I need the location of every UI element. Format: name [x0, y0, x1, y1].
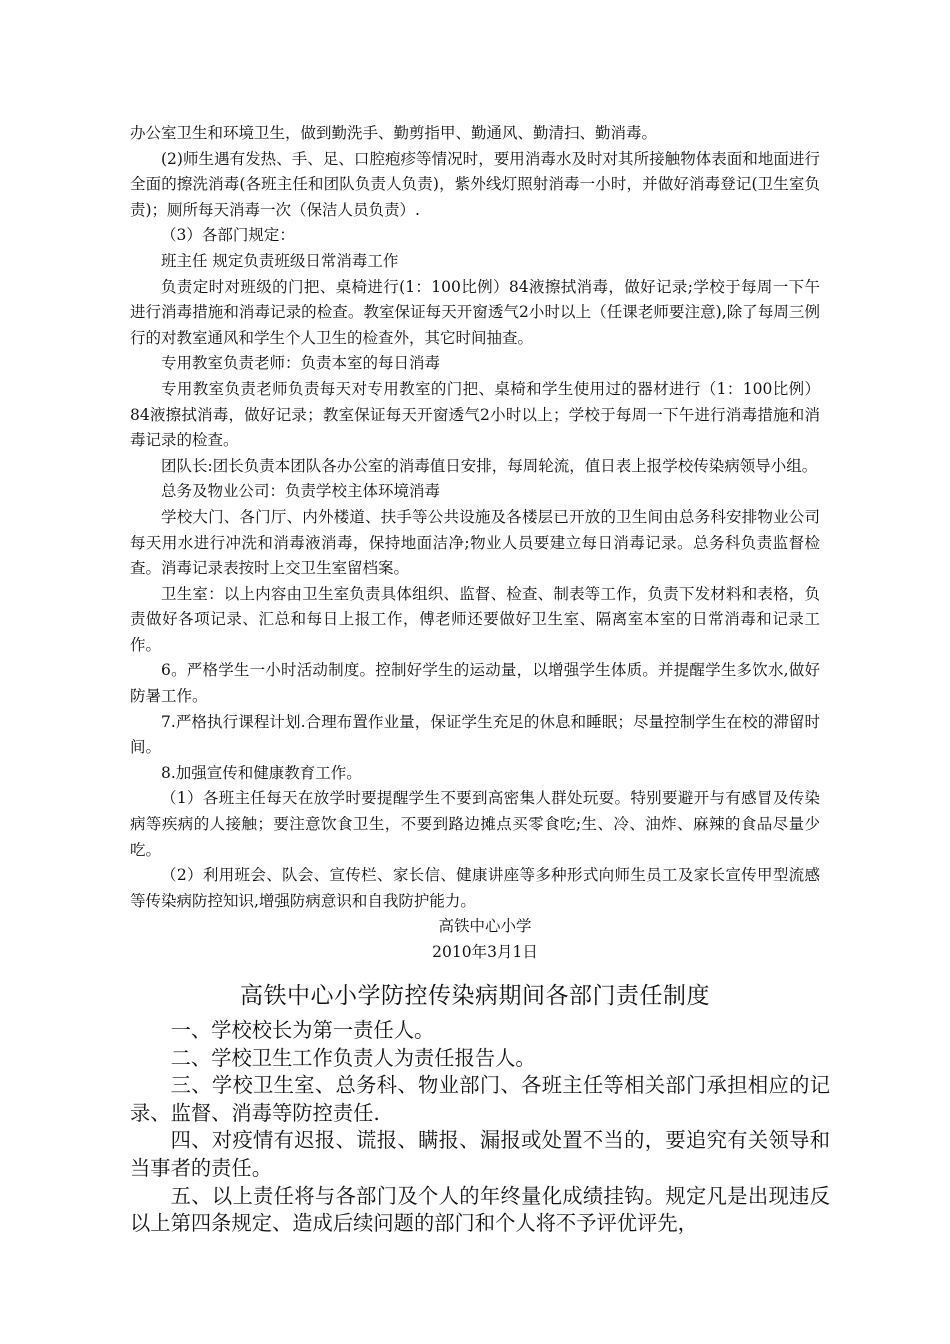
paragraph: 学校大门、各门厅、内外楼道、扶手等公共设施及各楼层已开放的卫生间由总务科安排物业公司每天用水进行冲洗和消毒液消毒，保持地面洁净;物业人员要建立每日消毒记录。总务科负责监督检查。消毒记录表按时上交卫生室留档案。 [130, 507, 820, 578]
paragraph: (2)师生遇有发热、手、足、口腔疱疹等情况时，要用消毒水及时对其所接触物体表面和地面进行全面的擦洗消毒(各班主任和团队负责人负责)，紫外线灯照射消毒一小时，并做好消毒登记(卫生室负责)；厕所每天消毒一次（保洁人员负责）. [130, 149, 820, 219]
paragraph: 专用教室负责老师：负责本室的每日消毒 [161, 354, 441, 373]
paragraph: 总务及物业公司：负责学校主体环境消毒 [161, 482, 441, 501]
paragraph: 7.严格执行课程计划.合理布置作业量，保证学生充足的休息和睡眠；尽量控制学生在校的滞留时间。 [130, 712, 820, 757]
paragraph: 8.加强宣传和健康教育工作。 [161, 763, 362, 782]
document-body [130, 121, 820, 966]
list-item: 二、学校卫生工作负责人为责任报告人。 [170, 1045, 536, 1070]
list-item: 三、学校卫生室、总务科、物业部门、各班主任等相关部门承担相应的记录、监督、消毒等防控责任. [130, 1073, 830, 1125]
paragraph: 卫生室：以上内容由卫生室负责具体组织、监督、检查、制表等工作，负责下发材料和表格，负责做好各项记录、汇总和每日上报工作，傅老师还要做好卫生室、隔离室本室的日常消毒和记录工作。 [130, 584, 820, 654]
paragraph: 专用教室负责老师负责每天对专用教室的门把、桌椅和学生使用过的器材进行（1：100比例）84液擦拭消毒，做好记录；教室保证每天开窗透气2小时以上；学校于每周一下午进行消毒措施和消毒记录的检查。 [130, 379, 820, 450]
paragraph: 团队长:团长负责本团队各办公室的消毒值日安排，每周轮流，值日表上报学校传染病领导小组。 [161, 456, 818, 475]
paragraph: （3）各部门规定： [161, 226, 295, 245]
section-title: 高铁中心小学防控传染病期间各部门责任制度 [240, 983, 710, 1009]
paragraph: 办公室卫生和环境卫生，做到勤洗手、勤剪指甲、勤通风、勤清扫、勤消毒。 [130, 124, 658, 142]
list-item: 五、以上责任将与各部门及个人的年终量化成绩挂钩。规定凡是出现违反以上第四条规定、造成后续问题的部门和个人将不予评优评先， [130, 1183, 830, 1236]
list-item: 一、学校校长为第一责任人。 [170, 1018, 435, 1042]
signature-date: 2010年3月1日 [432, 943, 538, 961]
responsibility-list [130, 1017, 830, 1238]
signature-org: 高铁中心小学 [438, 917, 532, 936]
paragraph: （1）各班主任每天在放学时要提醒学生不要到高密集人群处玩耍。特别要避开与有感冒及传染病等疾病的人接触；要注意饮食卫生，不要到路边摊点买零食吃;生、冷、油炸、麻辣的食品尽量少吃。 [130, 789, 820, 859]
paragraph: 班主任 规定负责班级日常消毒工作 [161, 251, 399, 270]
list-item: 四、对疫情有迟报、谎报、瞒报、漏报或处置不当的，要追究有关领导和当事者的责任。 [130, 1128, 830, 1180]
paragraph: 负责定时对班级的门把、桌椅进行(1：100比例）84液擦拭消毒，做好记录;学校于每周一下午进行消毒措施和消毒记录的检查。教室保证每天开窗透气2小时以上（任课老师要注意),除了每周三例行的对教室通风和学生个人卫生的检查外，其它时间抽查。 [130, 277, 820, 347]
paragraph: 6。严格学生一小时活动制度。控制好学生的运动量，以增强学生体质。并提醒学生多饮水,做好防暑工作。 [130, 661, 820, 706]
paragraph: （2）利用班会、队会、宣传栏、家长信、健康讲座等多种形式向师生员工及家长宣传甲型流感等传染病防控知识,增强防病意识和自我防护能力。 [130, 866, 820, 910]
